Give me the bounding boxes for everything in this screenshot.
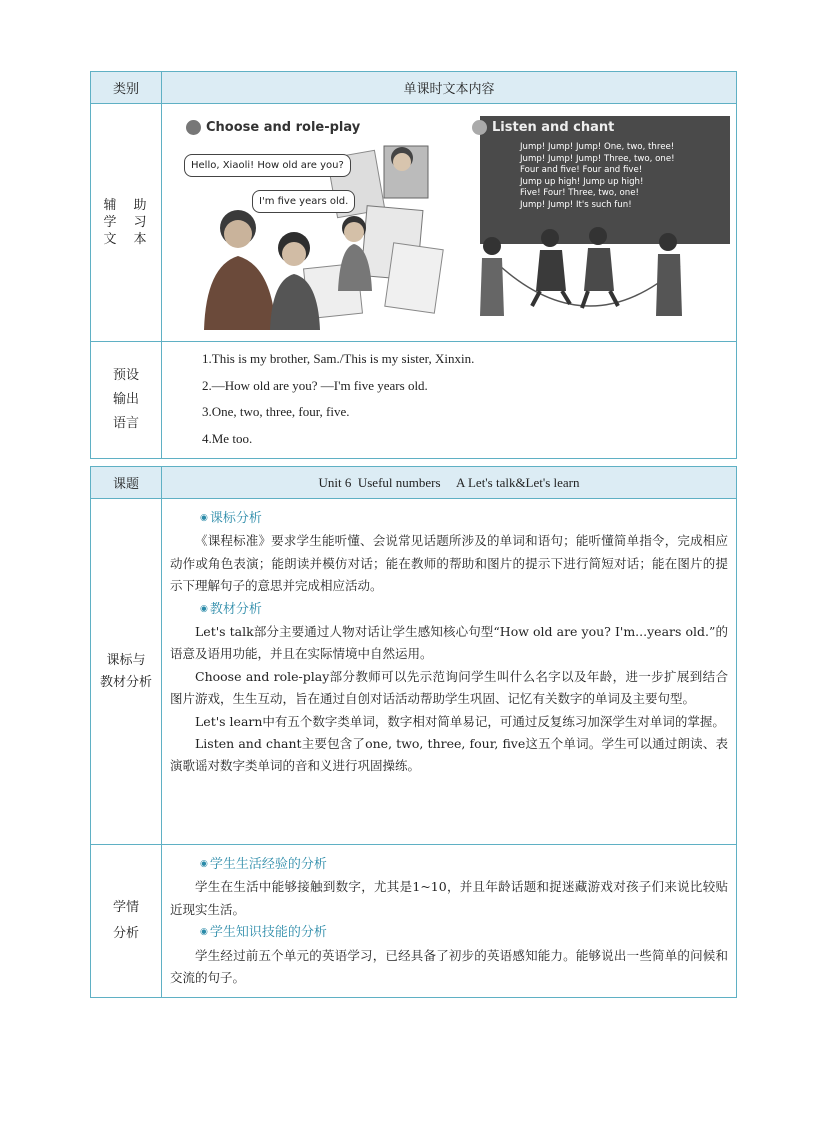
role-play-illustration <box>184 116 446 330</box>
expected-language-row <box>91 342 737 459</box>
speech-bubble-answer: I'm five years old. <box>252 190 355 213</box>
students-row <box>91 845 737 998</box>
students-content <box>162 845 737 998</box>
speech-bubble-question: Hello, Xiaoli! How old are you? <box>184 154 351 177</box>
expected-language-label: 预设 输出 语言 <box>91 342 162 459</box>
section-heading: ◉ 学生知识技能的分析 <box>170 921 728 944</box>
chant-line: Jump! Jump! Jump! One, two, three! <box>520 142 675 152</box>
language-item: 2.—How old are you? —I'm five years old. <box>202 377 428 393</box>
paragraph: 学生经过前五个单元的英语学习，已经具备了初步的英语感知能力。能够说出一些简单的问候和交流的句子。 <box>170 947 728 986</box>
listen-and-chant-panel <box>470 116 730 330</box>
support-text-label: 辅 助 学 习 文 本 <box>91 104 162 342</box>
table-header-row <box>91 72 737 104</box>
panel-title: Choose and role-play <box>186 120 360 135</box>
paragraph: Let's talk部分主要通过人物对话让学生感知核心句型“How old are you? I'm...years old.”的语意及语用功能，并且在实际情境中自然运用。 <box>170 624 728 662</box>
lesson-analysis-table <box>90 466 737 998</box>
language-item: 4.Me too. <box>202 430 253 446</box>
chant-line: Jump! Jump! Jump! Three, two, one! <box>520 153 675 164</box>
students-label: 学情 分析 <box>91 845 162 998</box>
paragraph: 《课程标准》要求学生能听懂、会说常见话题所涉及的单词和语句；能听懂简单指令，完成相应动作或角色表演；能朗读并模仿对话；能在教师的帮助和图片的提示下进行简短对话；能在图片的提示下理解句子的意思并完成相应活动。 <box>170 533 728 594</box>
header-content: 单课时文本内容 <box>162 72 737 104</box>
chant-line: Jump! Jump! It's such fun! <box>520 199 632 210</box>
paragraph: Listen and chant主要包含了one, two, three, four, five这五个单词。学生可以通过朗读、表演歌谣对数字类单词的音和义进行巩固操练。 <box>170 736 728 774</box>
support-text-table <box>90 71 737 459</box>
jump-rope-illustration <box>470 116 730 330</box>
paragraph: Choose and role-play部分教师可以先示范询问学生叫什么名字以及年龄，进一步扩展到结合图片游戏，生生互动，旨在通过自创对话活动帮助学生巩固、记忆有关数字的单词及主要句型。 <box>170 668 728 707</box>
analysis-row <box>91 499 737 845</box>
section-heading: ◉ 学生生活经验的分析 <box>170 853 728 876</box>
panel-title: Listen and chant <box>472 120 614 135</box>
choose-and-role-play-panel <box>184 116 446 330</box>
language-item: 1.This is my brother, Sam./This is my sister, Xinxin. <box>202 351 475 366</box>
chant-line: Five! Four! Three, two, one! <box>520 188 639 198</box>
expected-language-content <box>162 342 737 459</box>
paragraph: Let's learn中有五个数字类单词，数字相对简单易记，可通过反复练习加深学生对单词的掌握。 <box>195 713 725 729</box>
header-category: 类别 <box>91 72 162 104</box>
section-heading: ◉ 教材分析 <box>170 598 728 621</box>
illustration-cell <box>162 104 737 342</box>
header-unit-title: Unit 6 Useful numbers A Let's talk&Let's learn <box>162 467 737 499</box>
header-topic: 课题 <box>91 467 162 499</box>
paragraph: 学生在生活中能够接触到数字，尤其是1~10，并且年龄话题和捉迷藏游戏对孩子们来说比较贴近现实生活。 <box>170 879 728 917</box>
chant-line: Four and five! Four and five! <box>520 165 643 175</box>
language-item: 3.One, two, three, four, five. <box>202 404 350 419</box>
table-header-row <box>91 467 737 499</box>
section-heading: ◉ 课标分析 <box>170 507 728 530</box>
chant-line: Jump up high! Jump up high! <box>520 176 644 187</box>
analysis-label: 课标与 教材分析 <box>91 499 162 845</box>
analysis-content <box>162 499 737 845</box>
support-text-row <box>91 104 737 342</box>
